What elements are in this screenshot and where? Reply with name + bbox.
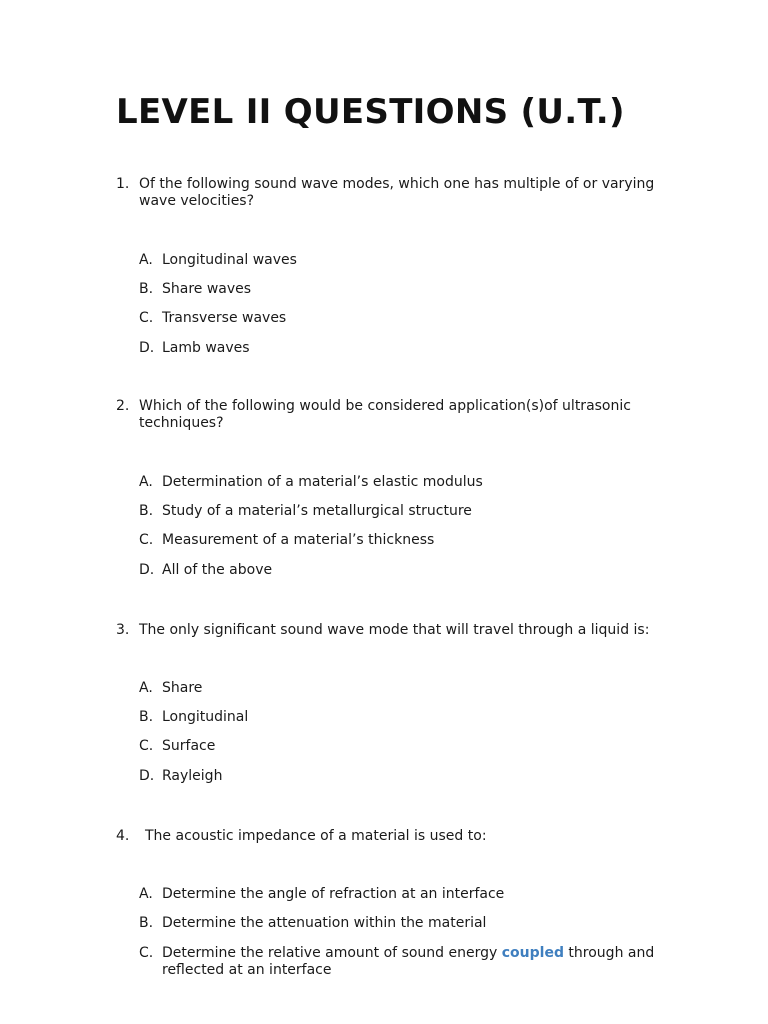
option-text bbox=[162, 945, 679, 979]
page-title: LEVEL II QUESTIONS (U.T.) bbox=[116, 92, 625, 132]
option-text: Determine the angle of refraction at an interface bbox=[162, 886, 505, 902]
coupled-link[interactable]: coupled bbox=[501, 945, 564, 961]
question-2-option-a bbox=[139, 474, 679, 491]
option-letter: B. bbox=[139, 709, 154, 725]
option-text: All of the above bbox=[162, 562, 273, 578]
option-text: Rayleigh bbox=[162, 768, 223, 784]
option-letter: C. bbox=[139, 310, 154, 326]
option-letter: A. bbox=[139, 680, 153, 696]
option-letter: A. bbox=[139, 252, 153, 268]
option-letter: D. bbox=[139, 340, 155, 356]
question-4-option-a bbox=[139, 886, 679, 903]
question-2 bbox=[116, 398, 676, 432]
option-text: Lamb waves bbox=[162, 340, 250, 356]
question-1-option-c bbox=[139, 310, 679, 327]
question-3-option-b bbox=[139, 709, 679, 726]
option-letter: A. bbox=[139, 474, 153, 490]
question-3-option-a bbox=[139, 680, 679, 697]
question-3-option-c bbox=[139, 738, 679, 755]
question-4 bbox=[116, 828, 676, 845]
option-letter: C. bbox=[139, 532, 154, 548]
question-3-option-d bbox=[139, 768, 679, 785]
question-text: The acoustic impedance of a material is used to: bbox=[145, 828, 487, 844]
question-number: 1. bbox=[116, 176, 130, 192]
option-letter: A. bbox=[139, 886, 153, 902]
question-number: 4. bbox=[116, 828, 130, 844]
option-text: Determine the attenuation within the material bbox=[162, 915, 487, 931]
question-2-option-d bbox=[139, 562, 679, 579]
question-3 bbox=[116, 622, 676, 639]
question-4-option-c bbox=[139, 945, 679, 979]
option-letter: B. bbox=[139, 281, 154, 297]
question-text: Which of the following would be considered application(s)of ultrasonic techniques? bbox=[139, 398, 631, 431]
option-text: Share waves bbox=[162, 281, 252, 297]
option-text: Determination of a material’s elastic modulus bbox=[162, 474, 483, 490]
option-text: Study of a material’s metallurgical structure bbox=[162, 503, 472, 519]
question-number: 2. bbox=[116, 398, 130, 414]
option-letter: C. bbox=[139, 945, 154, 961]
option-letter: C. bbox=[139, 738, 154, 754]
question-1-option-a bbox=[139, 252, 679, 269]
question-number: 3. bbox=[116, 622, 130, 638]
question-1-option-b bbox=[139, 281, 679, 298]
question-2-option-c bbox=[139, 532, 679, 549]
option-text: Share bbox=[162, 680, 203, 696]
question-text: The only significant sound wave mode that will travel through a liquid is: bbox=[139, 622, 650, 638]
option-text: Longitudinal waves bbox=[162, 252, 297, 268]
option-text: Surface bbox=[162, 738, 216, 754]
option-text-before: Determine the relative amount of sound energy bbox=[162, 945, 502, 961]
option-letter: D. bbox=[139, 768, 155, 784]
option-letter: B. bbox=[139, 503, 154, 519]
question-1 bbox=[116, 176, 676, 210]
option-letter: B. bbox=[139, 915, 154, 931]
question-text: Of the following sound wave modes, which one has multiple of or varying wave velocities? bbox=[139, 176, 655, 209]
option-text: Longitudinal bbox=[162, 709, 249, 725]
question-1-option-d bbox=[139, 340, 679, 357]
option-letter: D. bbox=[139, 562, 155, 578]
question-2-option-b bbox=[139, 503, 679, 520]
option-text: Transverse waves bbox=[162, 310, 287, 326]
option-text: Measurement of a material’s thickness bbox=[162, 532, 435, 548]
option-text-after: through and reflected at an interface bbox=[162, 945, 655, 978]
question-4-option-b bbox=[139, 915, 679, 932]
